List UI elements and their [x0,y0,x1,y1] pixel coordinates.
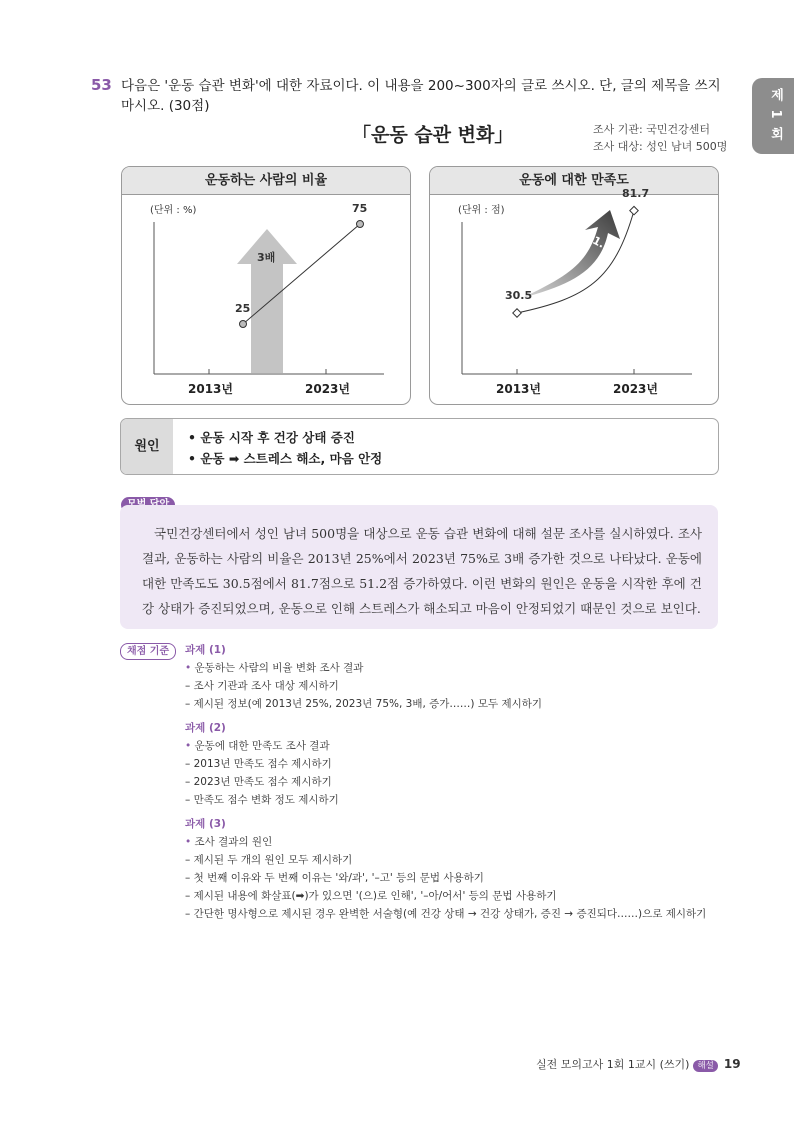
footer-text: 실전 모의고사 1회 1교시 (쓰기) [536,1058,690,1071]
value-label-2023: 81.7 [622,186,650,200]
criteria-list [185,641,745,923]
cause-label: 원인 [121,419,173,474]
data-point-2013 [240,321,247,328]
chart-unit: (단위 : 점) [458,205,505,216]
question-number: 53 [91,76,112,94]
x-tick-label: 2023년 [613,382,658,396]
survey-target: 조사 대상: 성인 남녀 500명 [593,140,728,153]
cause-item: • 운동 시작 후 건강 상태 증진 [188,430,355,445]
increase-annotation: 51.2 [583,230,614,255]
task-bullet: • 조사 결과의 원인 [185,833,745,851]
cause-item: • 운동 ➡ 스트레스 해소, 마음 안정 [188,451,383,466]
round-tab [752,78,794,154]
cause-box [120,418,719,475]
chart-panel-satisfaction [429,166,719,405]
page-number: 19 [723,1057,741,1071]
document-title: 「운동 습관 변화」 [352,124,514,146]
page-footer [536,1056,741,1072]
task-line: – 간단한 명사형으로 제시된 경우 완벽한 서술형(예 건강 상태 → 건강 상태가, 증진 → 증진되다……)으로 제시하기 [185,908,707,920]
x-tick-label: 2013년 [496,382,541,396]
chart-panel-exercise-ratio [121,166,411,405]
question-text: 다음은 '운동 습관 변화'에 대한 자료이다. 이 내용을 200~300자의 글로 쓰시오. 단, 글의 제목을 쓰지 마시오. (30점) [121,78,721,114]
survey-source [593,121,727,155]
footer-badge: 해설 [693,1060,717,1072]
task-line: – 제시된 내용에 화살표(➡)가 있으면 '(으)로 인해', '–아/어서' 등의 문법 사용하기 [185,890,557,902]
data-point-2013 [513,309,521,317]
value-label-2013: 25 [235,302,251,315]
round-tab-label: 제 1 회 [768,88,783,143]
task-line: – 2013년 만족도 점수 제시하기 [185,758,332,770]
task-line: – 첫 번째 이유와 두 번째 이유는 '와/과', '–고' 등의 문법 사용하기 [185,872,484,884]
model-answer-text: 국민건강센터에서 성인 남녀 500명을 대상으로 운동 습관 변화에 대해 설문 조사를 실시하였다. 조사 결과, 운동하는 사람의 비율은 2013년 25%에서 2023년 75%로 3배 증가한 것으로 나타났다. 운동에 대한 만족도도 30.5점에서 81.7점으로 51.2점 증가하였다. 이런 변화의 원인은 운동을 시작한 후에 건강 상태가 증진되었으며, 운동으로 인해 스트레스가 해소되고 마음이 안정되었기 때문인 것으로 보인다. [142,526,702,616]
criteria-badge: 채점 기준 [120,643,176,660]
task-line: – 만족도 점수 변화 정도 제시하기 [185,794,339,806]
task-title: 과제 (3) [185,818,226,830]
x-tick-label: 2013년 [188,382,233,396]
value-label-2023: 75 [352,202,368,215]
series-line [517,211,634,313]
data-point-2023 [630,206,638,214]
model-answer-box [120,505,718,629]
task-bullet: • 운동에 대한 만족도 조사 결과 [185,737,745,755]
task-line: – 제시된 정보(예 2013년 25%, 2023년 75%, 3배, 증가……) 모두 제시하기 [185,698,543,710]
task-title: 과제 (2) [185,722,226,734]
task-title: 과제 (1) [185,644,226,656]
task-bullet: • 운동하는 사람의 비율 변화 조사 결과 [185,659,745,677]
chart-satisfaction-svg [430,167,718,404]
task-line: – 2023년 만족도 점수 제시하기 [185,776,332,788]
annotation-label: 3배 [257,251,276,264]
x-tick-label: 2023년 [305,382,350,396]
task-line: – 제시된 두 개의 원인 모두 제시하기 [185,854,353,866]
value-label-2013: 30.5 [505,289,533,302]
chart-title: 운동에 대한 만족도 [430,167,718,195]
chart-unit: (단위 : %) [150,205,197,216]
task-line: – 조사 기관과 조사 대상 제시하기 [185,680,339,692]
increase-arrow [522,210,620,298]
survey-organization: 조사 기관: 국민건강센터 [593,123,710,136]
chart-title: 운동하는 사람의 비율 [122,167,410,195]
data-point-2023 [357,221,364,228]
